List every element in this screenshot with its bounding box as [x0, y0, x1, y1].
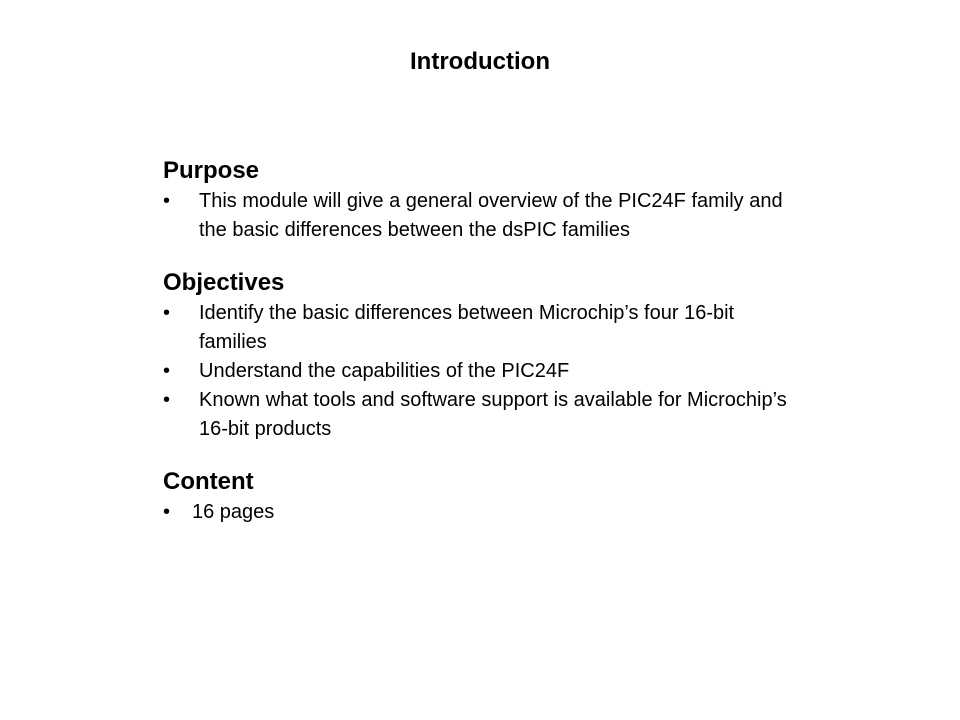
- section-objectives: [163, 267, 803, 444]
- bullet-text: 16 pages: [192, 501, 275, 523]
- bullet-text: This module will give a general overview of the PIC24F family and the basic differences between the dsPIC families: [199, 190, 783, 241]
- section-purpose: [163, 155, 803, 245]
- bullet-list: [163, 299, 803, 444]
- bullet-item: [163, 187, 803, 245]
- section-heading: Purpose: [163, 157, 260, 184]
- bullet-icon: •: [163, 360, 171, 382]
- bullet-text: Identify the basic differences between Microchip’s four 16-bit families: [199, 302, 735, 353]
- bullet-icon: •: [163, 501, 171, 523]
- bullet-item: [163, 357, 803, 386]
- bullet-text: Understand the capabilities of the PIC24F: [199, 360, 570, 382]
- bullet-list: [163, 187, 803, 245]
- bullet-icon: •: [163, 302, 171, 324]
- slide-title: Introduction: [410, 48, 550, 75]
- bullet-item: [163, 299, 803, 357]
- section-content: [163, 466, 803, 527]
- bullet-item: [163, 386, 803, 444]
- bullet-icon: •: [163, 190, 171, 212]
- slide-content: [163, 155, 803, 527]
- section-heading: Content: [163, 468, 254, 495]
- bullet-text: Known what tools and software support is available for Microchip’s 16-bit products: [199, 389, 787, 440]
- bullet-item: [163, 498, 803, 527]
- bullet-icon: •: [163, 389, 171, 411]
- section-heading: Objectives: [163, 269, 285, 296]
- bullet-list: [163, 498, 803, 527]
